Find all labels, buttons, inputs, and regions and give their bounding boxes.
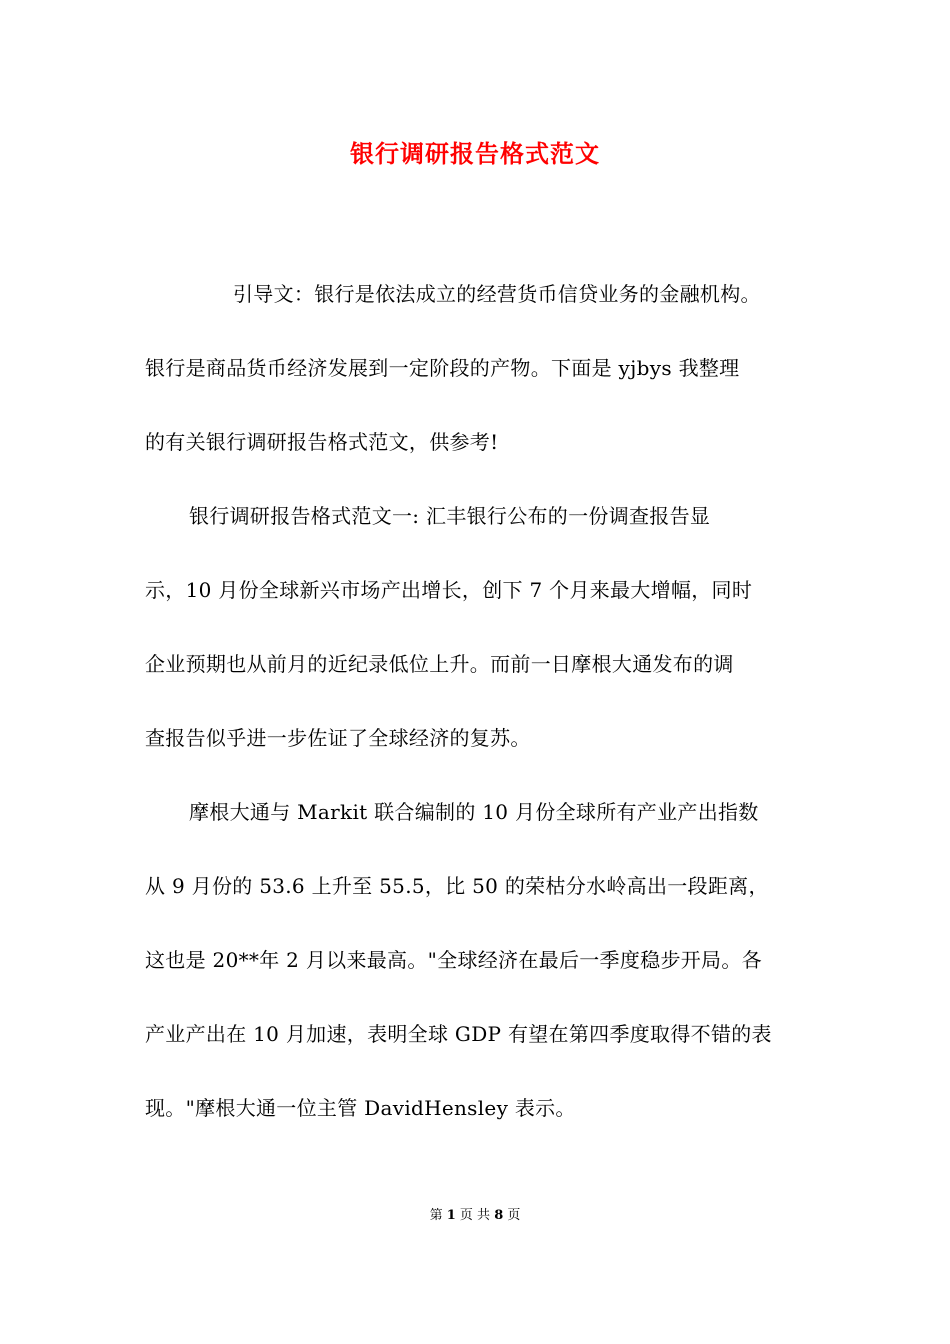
- intro-line-2: 银行是商品货币经济发展到一定阶段的产物。下面是 yjbys 我整理: [145, 356, 740, 380]
- intro-line-1: 引导文：银行是依法成立的经营货币信贷业务的金融机构。: [233, 282, 761, 306]
- section-one-line-2: 示，10 月份全球新兴市场产出增长，创下 7 个月来最大增幅，同时: [145, 578, 753, 602]
- document-title: 银行调研报告格式范文: [350, 139, 600, 168]
- footer-prefix: 第: [429, 1208, 443, 1223]
- paragraph-two-line-5: 现。"摩根大通一位主管 DavidHensley 表示。: [145, 1096, 576, 1120]
- page-footer: [0, 1206, 950, 1226]
- section-one-line-1: 银行调研报告格式范文一: 汇丰银行公布的一份调查报告显: [189, 504, 711, 528]
- footer-page-number: 1: [446, 1208, 456, 1223]
- footer-suffix: 页: [507, 1208, 521, 1223]
- paragraph-two-line-3: 这也是 20**年 2 月以来最高。"全球经济在最后一季度稳步开局。各: [145, 948, 762, 972]
- paragraph-two-line-4: 产业产出在 10 月加速，表明全球 GDP 有望在第四季度取得不错的表: [145, 1022, 772, 1046]
- footer-middle: 页 共: [459, 1208, 491, 1223]
- footer-total-pages: 8: [494, 1208, 504, 1223]
- paragraph-two-line-2: 从 9 月份的 53.6 上升至 55.5，比 50 的荣枯分水岭高出一段距离，: [145, 874, 769, 898]
- section-one-line-4: 查报告似乎进一步佐证了全球经济的复苏。: [145, 726, 531, 750]
- paragraph-two-line-1: 摩根大通与 Markit 联合编制的 10 月份全球所有产业产出指数: [189, 800, 759, 824]
- intro-line-3: 的有关银行调研报告格式范文，供参考!: [145, 430, 499, 454]
- section-one-line-3: 企业预期也从前月的近纪录低位上升。而前一日摩根大通发布的调: [145, 652, 734, 676]
